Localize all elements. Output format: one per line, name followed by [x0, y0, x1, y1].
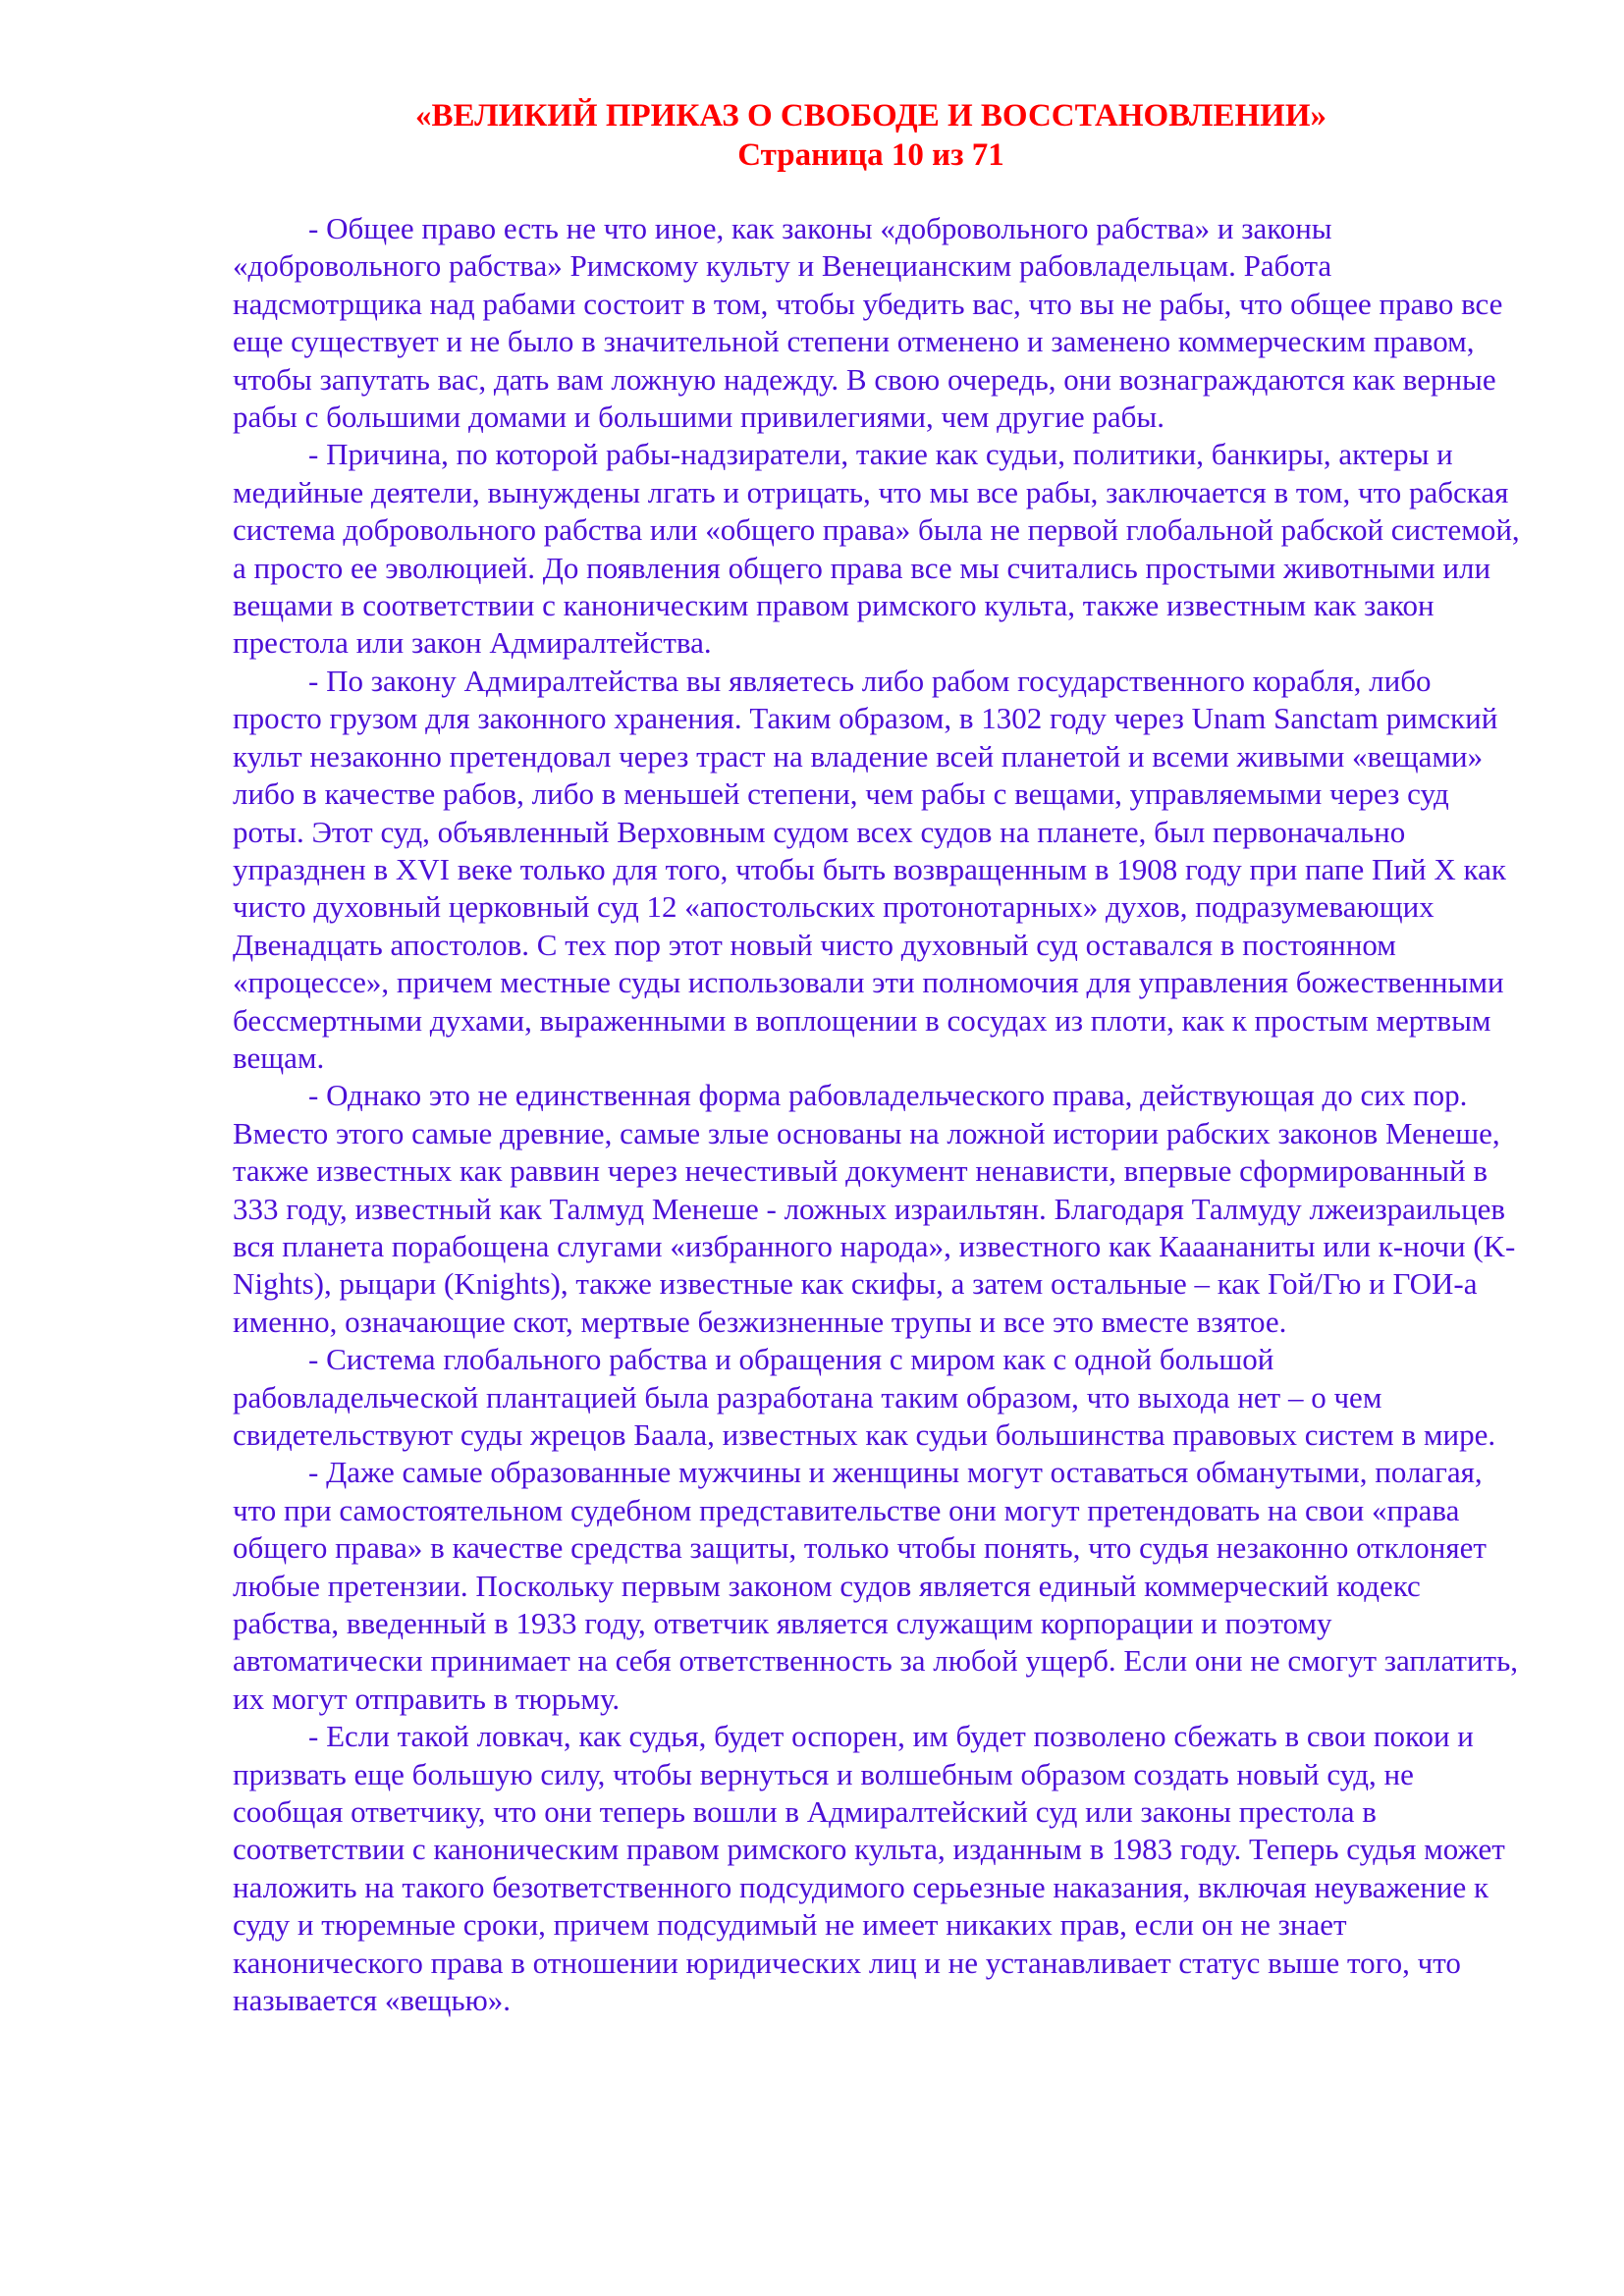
paragraph-6: - Даже самые образованные мужчины и женщины могут оставаться обманутыми, полагая, что при самостоятельном судебном представительстве они могут претендовать на свои «права общего права» в качестве средства защиты, только чтобы понять, что судья незаконно отклоняет любые претензии. Поскольку первым законом судов является единый коммерческий кодекс рабства, введенный в 1933 году, ответчик является служащим корпорации и поэтому автоматически принимает на себя ответственность за любой ущерб. Если они не смогут заплатить, их могут отправить в тюрьму.	[233, 1455, 1518, 1716]
page-indicator: Страница 10 из 71	[737, 137, 1004, 173]
page-header	[0, 96, 1624, 175]
document-body	[233, 210, 1525, 2020]
paragraph-5: - Система глобального рабства и обращения с миром как с одной большой рабовладельческой плантацией была разработана таким образом, что выхода нет – о чем свидетельствуют суды жрецов Баала, известных как судьи большинства правовых систем в мире.	[233, 1342, 1496, 1452]
paragraph-2: - Причина, по которой рабы-надзиратели, такие как судьи, политики, банкиры, актеры и медийные деятели, вынуждены лгать и отрицать, что мы все рабы, заключается в том, что рабская система добровольного рабства или «общего права» была не первой глобальной рабской системой, а просто ее эволюцией. До появления общего права все мы считались простыми животными или вещами в соответствии с каноническим правом римского культа, также известным как закон престола или закон Адмиралтейства.	[233, 437, 1520, 661]
document-title: «ВЕЛИКИЙ ПРИКАЗ О СВОБОДЕ И ВОССТАНОВЛЕНИИ»	[414, 98, 1327, 133]
paragraph-4: - Однако это не единственная форма рабовладельческого права, действующая до сих пор. Вместо этого самые древние, самые злые основаны на ложной истории рабских законов Менеше, также известных как раввин через нечестивый документ ненависти, впервые сформированный в 333 году, известный как Талмуд Менеше - ложных израильтян. Благодаря Талмуду лжеизраильцев вся планета порабощена слугами «избранного народа», известного как Кааананиты или к-ночи (K-Nights), рыцари (Knights), также известные как скифы, а затем остальные – как Гой/Гю и ГОИ-а именно, означающие скот, мертвые безжизненные трупы и все это вместе взятое.	[233, 1078, 1516, 1339]
paragraph-3: - По закону Адмиралтейства вы являетесь либо рабом государственного корабля, либо просто грузом для законного хранения. Таким образом, в 1302 году через Unam Sanctam римский культ незаконно претендовал через траст на владение всей планетой и всеми живыми «вещами» либо в качестве рабов, либо в меньшей степени, чем рабы с вещами, управляемыми через суд роты. Этот суд, объявленный Верховным судом всех судов на планете, был первоначально упразднен в XVI веке только для того, чтобы быть возвращенным в 1908 году при папе Пий X как чисто духовный церковный суд 12 «апостольских протонотарных» духов, подразумевающих Двенадцать апостолов. С тех пор этот новый чисто духовный суд оставался в постоянном «процессе», причем местные суды использовали эти полномочия для управления божественными бессмертными духами, выраженными в воплощении в сосудах из плоти, как к простым мертвым вещам.	[233, 663, 1506, 1075]
paragraph-1: - Общее право есть не что иное, как законы «добровольного рабства» и законы «добровольного рабства» Римскому культу и Венецианским рабовладельцам. Работа надсмотрщика над рабами состоит в том, чтобы убедить вас, что вы не рабы, что общее право все еще существует и не было в значительной степени отменено и заменено коммерческим правом, чтобы запутать вас, дать вам ложную надежду. В свою очередь, они вознаграждаются как верные рабы с большими домами и большими привилегиями, чем другие рабы.	[233, 211, 1503, 435]
paragraph-7: - Если такой ловкач, как судья, будет оспорен, им будет позволено сбежать в свои покои и призвать еще большую силу, чтобы вернуться и волшебным образом создать новый суд, не сообщая ответчику, что они теперь вошли в Адмиралтейский суд или законы престола в соответствии с каноническим правом римского культа, изданным в 1983 году. Теперь судья может наложить на такого безответственного подсудимого серьезные наказания, включая неуважение к суду и тюремные сроки, причем подсудимый не имеет никаких прав, если он не знает канонического права в отношении юридических лиц и не устанавливает статус выше того, что называется «вещью».	[233, 1719, 1505, 2018]
